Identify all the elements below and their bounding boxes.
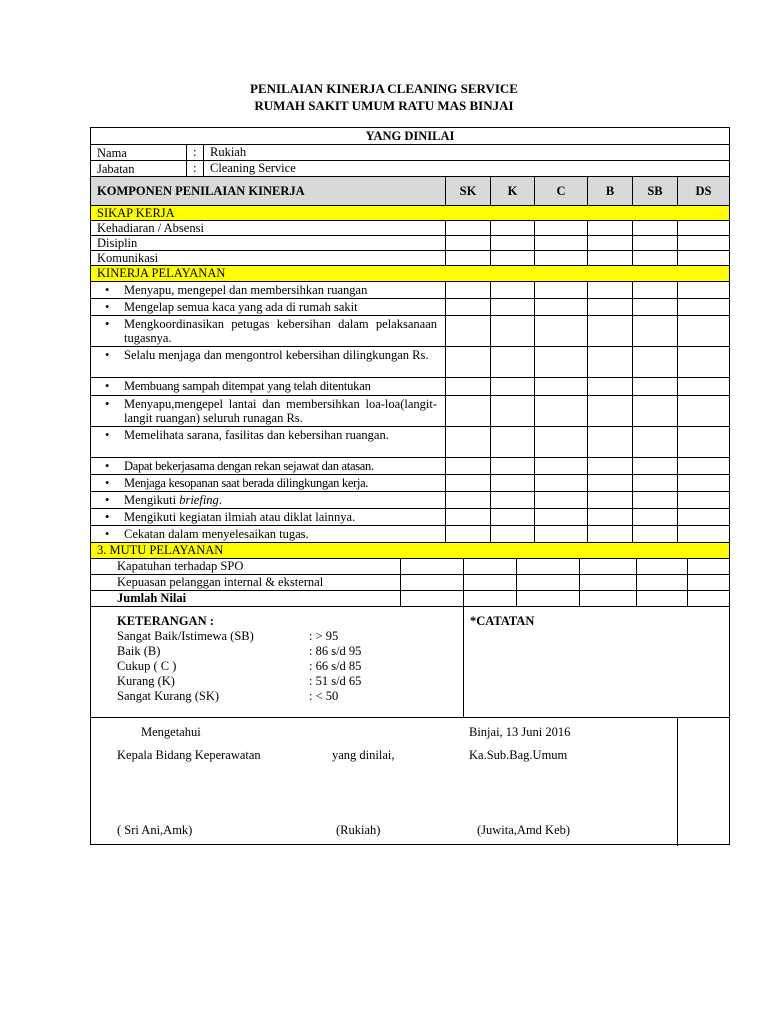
score-cell[interactable] bbox=[490, 509, 534, 525]
col-header-sk: SK bbox=[445, 177, 490, 205]
score-cell[interactable] bbox=[445, 316, 490, 346]
score-cell[interactable] bbox=[579, 575, 636, 590]
score-cell[interactable] bbox=[587, 458, 632, 474]
bullet-icon: • bbox=[105, 476, 110, 490]
score-cell[interactable] bbox=[587, 282, 632, 298]
score-cell[interactable] bbox=[579, 591, 636, 606]
legend-item-value: : > 95 bbox=[309, 629, 339, 643]
score-cell[interactable] bbox=[534, 427, 587, 457]
table-row bbox=[91, 427, 729, 458]
subhead-signature-name: (Juwita,Amd Keb) bbox=[477, 823, 571, 837]
score-cell[interactable] bbox=[490, 475, 534, 491]
score-cell[interactable] bbox=[677, 299, 729, 315]
score-cell[interactable] bbox=[445, 221, 490, 235]
document-title bbox=[0, 80, 768, 114]
legend-title: KETERANGAN : bbox=[117, 614, 214, 628]
score-cell[interactable] bbox=[445, 458, 490, 474]
col-header-ds: DS bbox=[677, 177, 729, 205]
score-cell[interactable] bbox=[677, 396, 729, 426]
score-cell[interactable] bbox=[587, 509, 632, 525]
bullet-icon: • bbox=[105, 493, 110, 507]
position-label: Jabatan bbox=[97, 162, 135, 176]
score-cell[interactable] bbox=[677, 492, 729, 508]
score-cell[interactable] bbox=[490, 347, 534, 377]
score-cell[interactable] bbox=[632, 316, 677, 346]
table-row bbox=[91, 475, 729, 492]
table-row bbox=[91, 526, 729, 543]
score-cell[interactable] bbox=[632, 458, 677, 474]
assessment-form bbox=[90, 127, 730, 845]
score-cell[interactable] bbox=[534, 251, 587, 265]
table-row bbox=[91, 299, 729, 316]
legend-item-label: Sangat Kurang (SK) bbox=[117, 689, 220, 703]
legend-item-value: : 51 s/d 65 bbox=[309, 674, 362, 688]
score-cell[interactable] bbox=[490, 427, 534, 457]
table-row bbox=[91, 492, 729, 509]
table-row bbox=[91, 221, 729, 236]
score-cell[interactable] bbox=[587, 378, 632, 395]
table-row bbox=[91, 282, 729, 299]
total-label: Jumlah Nilai bbox=[117, 591, 187, 605]
criteria-label: Membuang sampah ditempat yang telah ditentukan bbox=[124, 379, 371, 393]
title-line-1: PENILAIAN KINERJA CLEANING SERVICE bbox=[250, 81, 518, 96]
score-cell[interactable] bbox=[534, 475, 587, 491]
table-row bbox=[91, 396, 729, 427]
score-cell[interactable] bbox=[445, 236, 490, 250]
identity-section-title: YANG DINILAI bbox=[365, 129, 455, 143]
assessed-signature-name: (Rukiah) bbox=[336, 823, 381, 837]
score-cell[interactable] bbox=[490, 378, 534, 395]
score-cell[interactable] bbox=[490, 221, 534, 235]
legend-item-label: Baik (B) bbox=[117, 644, 161, 658]
score-cell[interactable] bbox=[632, 378, 677, 395]
criteria-label: Kapatuhan terhadap SPO bbox=[117, 559, 244, 573]
section-kinerja-pelayanan bbox=[91, 266, 729, 282]
table-row bbox=[91, 316, 729, 347]
col-header-sb: SB bbox=[632, 177, 677, 205]
bullet-icon: • bbox=[105, 397, 110, 411]
score-cell[interactable] bbox=[534, 509, 587, 525]
score-cell[interactable] bbox=[445, 282, 490, 298]
head-signature-name: ( Sri Ani,Amk) bbox=[117, 823, 193, 837]
score-cell[interactable] bbox=[400, 575, 463, 590]
score-cell[interactable] bbox=[632, 492, 677, 508]
position-colon: : bbox=[193, 161, 197, 175]
score-cell[interactable] bbox=[445, 509, 490, 525]
notes-box[interactable] bbox=[463, 607, 729, 717]
score-cell[interactable] bbox=[445, 475, 490, 491]
section-mutu-pelayanan bbox=[91, 543, 729, 559]
score-cell[interactable] bbox=[445, 251, 490, 265]
head-title: Kepala Bidang Keperawatan bbox=[117, 748, 261, 762]
score-cell[interactable] bbox=[587, 396, 632, 426]
score-cell[interactable] bbox=[587, 299, 632, 315]
score-cell[interactable] bbox=[587, 475, 632, 491]
score-cell[interactable] bbox=[587, 492, 632, 508]
score-cell[interactable] bbox=[587, 251, 632, 265]
criteria-label: Selalu menjaga dan mengontrol kebersihan dilingkungan Rs. bbox=[124, 348, 429, 362]
criteria-label: Disiplin bbox=[97, 236, 138, 250]
place-date: Binjai, 13 Juni 2016 bbox=[469, 725, 571, 739]
table-row bbox=[91, 509, 729, 526]
score-cell[interactable] bbox=[636, 575, 687, 590]
score-cell[interactable] bbox=[677, 509, 729, 525]
bullet-icon: • bbox=[105, 428, 110, 442]
criteria-label: Mengelap semua kaca yang ada di rumah sakit bbox=[124, 300, 358, 314]
position-value[interactable]: Cleaning Service bbox=[210, 161, 296, 175]
score-cell[interactable] bbox=[490, 396, 534, 426]
score-cell[interactable] bbox=[677, 378, 729, 395]
score-cell[interactable] bbox=[445, 396, 490, 426]
score-cell[interactable] bbox=[534, 282, 587, 298]
score-cell[interactable] bbox=[400, 559, 463, 574]
legend-item-value: : 66 s/d 85 bbox=[309, 659, 362, 673]
criteria-text: Mengikuti bbox=[124, 493, 177, 507]
score-cell[interactable] bbox=[490, 458, 534, 474]
score-cell[interactable] bbox=[463, 559, 516, 574]
score-cell[interactable] bbox=[516, 559, 579, 574]
score-cell[interactable] bbox=[677, 475, 729, 491]
score-cell[interactable] bbox=[677, 251, 729, 265]
bullet-icon: • bbox=[105, 300, 110, 314]
col-header-k: K bbox=[490, 177, 534, 205]
criteria-label: Menjaga kesopanan saat berada dilingkungan kerja. bbox=[124, 476, 369, 490]
section-title: 3. MUTU PELAYANAN bbox=[97, 543, 224, 557]
bullet-icon: • bbox=[105, 459, 110, 473]
legend-notes-row bbox=[91, 607, 729, 718]
score-cell[interactable] bbox=[677, 458, 729, 474]
name-value[interactable]: Rukiah bbox=[210, 145, 247, 159]
table-row bbox=[91, 559, 729, 575]
score-cell[interactable] bbox=[534, 221, 587, 235]
score-cell[interactable] bbox=[490, 316, 534, 346]
score-cell[interactable] bbox=[677, 221, 729, 235]
score-cell[interactable] bbox=[677, 236, 729, 250]
title-line-2: RUMAH SAKIT UMUM RATU MAS BINJAI bbox=[254, 98, 514, 113]
section-title: KINERJA PELAYANAN bbox=[97, 266, 226, 280]
score-cell[interactable] bbox=[534, 299, 587, 315]
score-cell[interactable] bbox=[445, 526, 490, 542]
score-cell[interactable] bbox=[534, 526, 587, 542]
score-cell[interactable] bbox=[445, 347, 490, 377]
identity-position-row bbox=[91, 161, 729, 177]
score-cell[interactable] bbox=[632, 509, 677, 525]
section-sikap-kerja bbox=[91, 206, 729, 221]
legend-item-value: : < 50 bbox=[309, 689, 339, 703]
table-row bbox=[91, 378, 729, 396]
score-cell[interactable] bbox=[463, 591, 516, 606]
signature-divider bbox=[677, 718, 678, 846]
bullet-icon: • bbox=[105, 527, 110, 541]
name-colon: : bbox=[193, 145, 197, 159]
score-cell[interactable] bbox=[463, 575, 516, 590]
score-cell[interactable] bbox=[445, 492, 490, 508]
criteria-label: Menyapu,mengepel lantai dan membersihkan loa-loa(langit-langit ruangan) seluruh runagan Rs. bbox=[124, 397, 437, 425]
score-cell[interactable] bbox=[445, 427, 490, 457]
score-cell[interactable] bbox=[490, 299, 534, 315]
score-cell[interactable] bbox=[632, 236, 677, 250]
bullet-icon: • bbox=[105, 379, 110, 393]
table-header-row bbox=[91, 177, 729, 206]
assessed-title: yang dinilai, bbox=[332, 748, 395, 762]
score-cell[interactable] bbox=[490, 492, 534, 508]
score-cell[interactable] bbox=[534, 316, 587, 346]
criteria-label: Kehadiaran / Absensi bbox=[97, 221, 204, 235]
score-cell[interactable] bbox=[579, 559, 636, 574]
score-cell[interactable] bbox=[632, 526, 677, 542]
col-header-c: C bbox=[534, 177, 587, 205]
section-title: SIKAP KERJA bbox=[97, 206, 175, 220]
score-cell[interactable] bbox=[587, 526, 632, 542]
table-row bbox=[91, 236, 729, 251]
criteria-label: Cekatan dalam menyelesaikan tugas. bbox=[124, 527, 309, 541]
legend-item-label: Sangat Baik/Istimewa (SB) bbox=[117, 629, 254, 643]
score-cell[interactable] bbox=[587, 221, 632, 235]
criteria-label: Kepuasan pelanggan internal & eksternal bbox=[117, 575, 324, 589]
signature-row bbox=[91, 718, 729, 846]
legend-item-value: : 86 s/d 95 bbox=[309, 644, 362, 658]
criteria-italic-text: briefing bbox=[179, 493, 219, 507]
score-cell[interactable] bbox=[587, 427, 632, 457]
legend-item-label: Cukup ( C ) bbox=[117, 659, 177, 673]
notes-title: *CATATAN bbox=[470, 614, 535, 628]
score-cell[interactable] bbox=[400, 591, 463, 606]
score-cell[interactable] bbox=[490, 282, 534, 298]
score-cell[interactable] bbox=[632, 475, 677, 491]
score-cell[interactable] bbox=[534, 458, 587, 474]
criteria-label: Komunikasi bbox=[97, 251, 159, 265]
score-cell[interactable] bbox=[587, 316, 632, 346]
col-header-b: B bbox=[587, 177, 632, 205]
score-cell[interactable] bbox=[632, 221, 677, 235]
criteria-label: Mengkoordinasikan petugas kebersihan dalam pelaksanaan tugasnya. bbox=[124, 317, 437, 345]
score-cell[interactable] bbox=[587, 236, 632, 250]
table-row bbox=[91, 251, 729, 266]
score-cell[interactable] bbox=[636, 559, 687, 574]
score-cell[interactable] bbox=[632, 347, 677, 377]
score-cell[interactable] bbox=[534, 396, 587, 426]
bullet-icon: • bbox=[105, 348, 110, 362]
identity-header-row bbox=[91, 128, 729, 145]
score-cell[interactable] bbox=[534, 236, 587, 250]
score-cell[interactable] bbox=[632, 282, 677, 298]
score-cell[interactable] bbox=[687, 559, 729, 574]
score-cell[interactable] bbox=[587, 347, 632, 377]
score-cell[interactable] bbox=[632, 299, 677, 315]
score-cell[interactable] bbox=[677, 427, 729, 457]
score-cell[interactable] bbox=[516, 575, 579, 590]
subhead-title: Ka.Sub.Bag.Umum bbox=[469, 748, 568, 762]
criteria-label: Dapat bekerjasama dengan rekan sejawat dan atasan. bbox=[124, 459, 374, 473]
bullet-icon: • bbox=[105, 510, 110, 524]
score-cell[interactable] bbox=[490, 526, 534, 542]
score-cell[interactable] bbox=[490, 251, 534, 265]
bullet-icon: • bbox=[105, 283, 110, 297]
score-cell[interactable] bbox=[687, 591, 729, 606]
score-cell[interactable] bbox=[677, 526, 729, 542]
criteria-label: Menyapu, mengepel dan membersihkan ruangan bbox=[124, 283, 368, 297]
score-cell[interactable] bbox=[687, 575, 729, 590]
score-cell[interactable] bbox=[632, 251, 677, 265]
criteria-label: Mengikuti briefing. bbox=[124, 493, 222, 507]
score-cell[interactable] bbox=[534, 492, 587, 508]
score-cell[interactable] bbox=[490, 236, 534, 250]
score-cell[interactable] bbox=[445, 378, 490, 395]
score-cell[interactable] bbox=[677, 347, 729, 377]
criteria-label: Mengikuti kegiatan ilmiah atau diklat lainnya. bbox=[124, 510, 356, 524]
bullet-icon: • bbox=[105, 317, 110, 331]
acknowledged-label: Mengetahui bbox=[141, 725, 201, 739]
score-cell[interactable] bbox=[677, 316, 729, 346]
score-cell[interactable] bbox=[534, 378, 587, 395]
score-cell[interactable] bbox=[677, 282, 729, 298]
criteria-label: Memelihata sarana, fasilitas dan kebersihan ruangan. bbox=[124, 428, 389, 442]
score-cell[interactable] bbox=[632, 427, 677, 457]
table-row bbox=[91, 458, 729, 475]
identity-name-row bbox=[91, 145, 729, 161]
component-header: KOMPONEN PENILAIAN KINERJA bbox=[97, 184, 305, 198]
name-label: Nama bbox=[97, 146, 127, 160]
table-row bbox=[91, 575, 729, 591]
legend-item-label: Kurang (K) bbox=[117, 674, 175, 688]
total-row bbox=[91, 591, 729, 607]
score-cell[interactable] bbox=[516, 591, 579, 606]
score-cell[interactable] bbox=[445, 299, 490, 315]
score-cell[interactable] bbox=[534, 347, 587, 377]
score-cell[interactable] bbox=[636, 591, 687, 606]
score-cell[interactable] bbox=[632, 396, 677, 426]
table-row bbox=[91, 347, 729, 378]
